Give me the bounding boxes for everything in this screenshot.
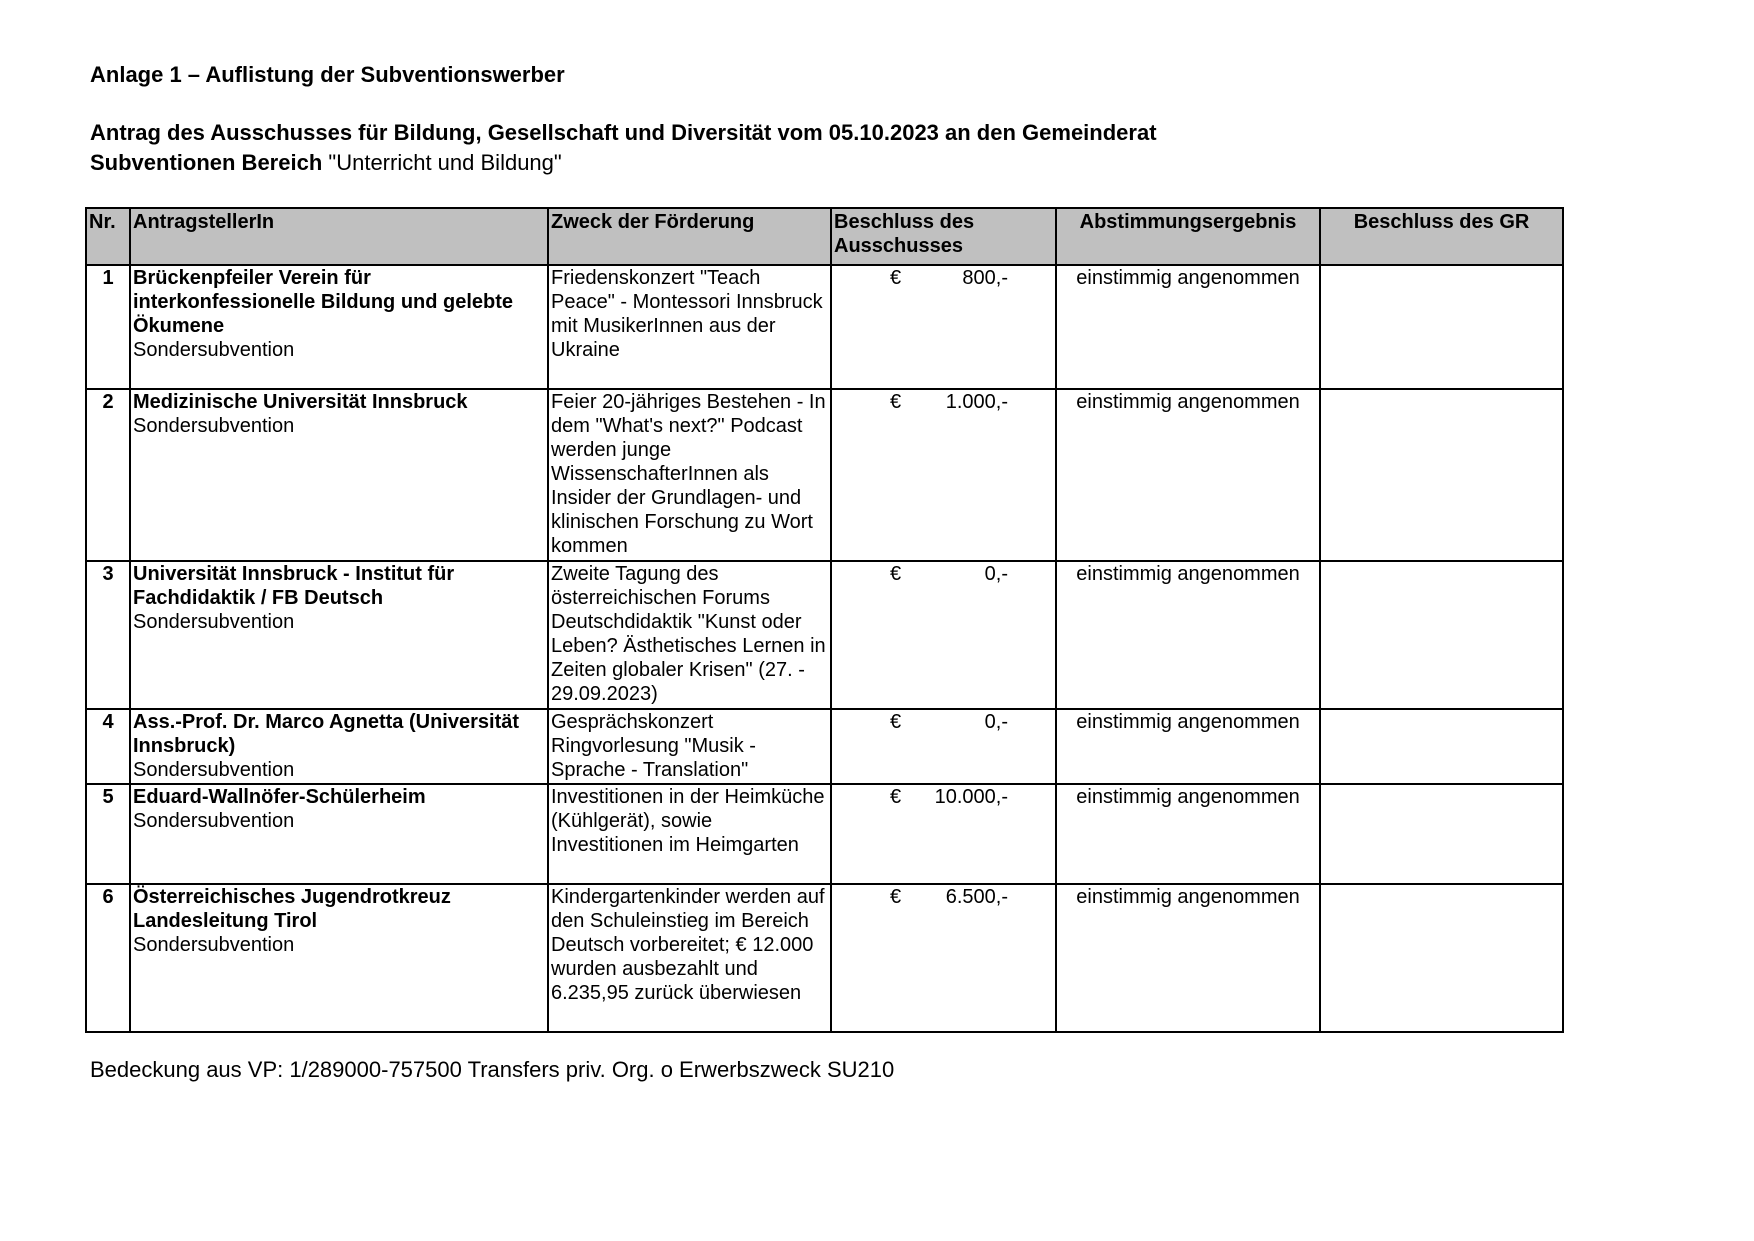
amount-cell xyxy=(831,884,1056,1032)
subsidy-type: Sondersubvention xyxy=(133,934,295,956)
purpose-cell: Zweite Tagung des österreichischen Forums Deutschdidaktik "Kunst oder Leben? Ästhetisches Lernen in Zeiten globaler Krisen" (27. - 29.09.2023) xyxy=(548,561,831,709)
subsidy-type: Sondersubvention xyxy=(133,339,295,361)
applicant-cell xyxy=(130,561,548,709)
vote-result: einstimmig angenommen xyxy=(1056,389,1320,561)
table-row xyxy=(86,265,1563,389)
applicant-cell xyxy=(130,709,548,784)
row-number: 3 xyxy=(86,561,130,709)
currency-symbol: € xyxy=(890,267,902,289)
column-header-vote: Abstimmungsergebnis xyxy=(1056,208,1320,265)
table-row xyxy=(86,884,1563,1032)
applicant-name: Brückenpfeiler Verein für interkonfessionelle Bildung und gelebte Ökumene xyxy=(133,267,514,337)
table-row xyxy=(86,709,1563,784)
column-header-decision: Beschluss des Ausschusses xyxy=(831,208,1056,265)
table-row xyxy=(86,561,1563,709)
vote-result: einstimmig angenommen xyxy=(1056,784,1320,884)
currency-symbol: € xyxy=(890,391,902,413)
row-number: 4 xyxy=(86,709,130,784)
amount-value: 10.000,- xyxy=(934,786,1008,808)
row-number: 1 xyxy=(86,265,130,389)
subsidy-table xyxy=(85,207,1564,1033)
currency-symbol: € xyxy=(890,563,902,585)
table-row xyxy=(86,389,1563,561)
subsidy-area-label: Subventionen Bereich xyxy=(90,150,323,175)
applicant-cell xyxy=(130,265,548,389)
subsidy-type: Sondersubvention xyxy=(133,810,295,832)
row-number: 5 xyxy=(86,784,130,884)
applicant-cell xyxy=(130,389,548,561)
purpose-cell: Gesprächskonzert Ringvorlesung "Musik - Sprache - Translation" xyxy=(548,709,831,784)
amount-cell xyxy=(831,709,1056,784)
column-header-nr: Nr. xyxy=(86,208,130,265)
column-header-purpose: Zweck der Förderung xyxy=(548,208,831,265)
applicant-name: Österreichisches Jugendrotkreuz Landesleitung Tirol xyxy=(133,886,451,932)
column-header-applicant: AntragstellerIn xyxy=(130,208,548,265)
vote-result: einstimmig angenommen xyxy=(1056,884,1320,1032)
purpose-cell: Investitionen in der Heimküche (Kühlgerät), sowie Investitionen im Heimgarten xyxy=(548,784,831,884)
column-header-gr: Beschluss des GR xyxy=(1320,208,1563,265)
amount-cell xyxy=(831,265,1056,389)
vote-result: einstimmig angenommen xyxy=(1056,561,1320,709)
subsidy-area-heading xyxy=(90,150,562,176)
amount-cell xyxy=(831,784,1056,884)
row-number: 2 xyxy=(86,389,130,561)
purpose-cell: Friedenskonzert "Teach Peace" - Montessori Innsbruck mit MusikerInnen aus der Ukraine xyxy=(548,265,831,389)
amount-value: 800,- xyxy=(962,267,1008,289)
amount-value: 0,- xyxy=(984,563,1008,585)
applicant-name: Eduard-Wallnöfer-Schülerheim xyxy=(133,786,426,808)
table-row xyxy=(86,784,1563,884)
budget-coverage-note: Bedeckung aus VP: 1/289000-757500 Transfers priv. Org. o Erwerbszweck SU210 xyxy=(90,1057,895,1082)
subsidy-type: Sondersubvention xyxy=(133,415,295,437)
vote-result: einstimmig angenommen xyxy=(1056,709,1320,784)
row-number: 6 xyxy=(86,884,130,1032)
amount-value: 0,- xyxy=(984,711,1008,733)
subsidy-area-name: "Unterricht und Bildung" xyxy=(328,150,562,175)
gr-decision-cell xyxy=(1320,884,1563,1032)
motion-heading: Antrag des Ausschusses für Bildung, Gesellschaft und Diversität vom 05.10.2023 an den Gemeinderat xyxy=(90,120,1157,145)
applicant-name: Universität Innsbruck - Institut für Fachdidaktik / FB Deutsch xyxy=(133,563,455,609)
applicant-name: Ass.-Prof. Dr. Marco Agnetta (Universität Innsbruck) xyxy=(133,711,520,757)
gr-decision-cell xyxy=(1320,265,1563,389)
purpose-cell: Feier 20-jähriges Bestehen - In dem "What's next?" Podcast werden junge WissenschafterInnen als Insider der Grundlagen- und klinischen Forschung zu Wort kommen xyxy=(548,389,831,561)
subsidy-type: Sondersubvention xyxy=(133,759,295,781)
amount-value: 1.000,- xyxy=(945,391,1008,413)
amount-cell xyxy=(831,561,1056,709)
gr-decision-cell xyxy=(1320,389,1563,561)
applicant-name: Medizinische Universität Innsbruck xyxy=(133,391,468,413)
applicant-cell xyxy=(130,784,548,884)
purpose-cell: Kindergartenkinder werden auf den Schuleinstieg im Bereich Deutsch vorbereitet; € 12.000 wurden ausbezahlt und 6.235,95 zurück überwiesen xyxy=(548,884,831,1032)
page-title: Anlage 1 – Auflistung der Subventionswerber xyxy=(90,62,565,87)
applicant-cell xyxy=(130,884,548,1032)
gr-decision-cell xyxy=(1320,784,1563,884)
subsidy-type: Sondersubvention xyxy=(133,611,295,633)
amount-value: 6.500,- xyxy=(945,886,1008,908)
gr-decision-cell xyxy=(1320,561,1563,709)
currency-symbol: € xyxy=(890,711,902,733)
currency-symbol: € xyxy=(890,786,902,808)
table-header-row xyxy=(86,208,1563,265)
currency-symbol: € xyxy=(890,886,902,908)
gr-decision-cell xyxy=(1320,709,1563,784)
amount-cell xyxy=(831,389,1056,561)
vote-result: einstimmig angenommen xyxy=(1056,265,1320,389)
